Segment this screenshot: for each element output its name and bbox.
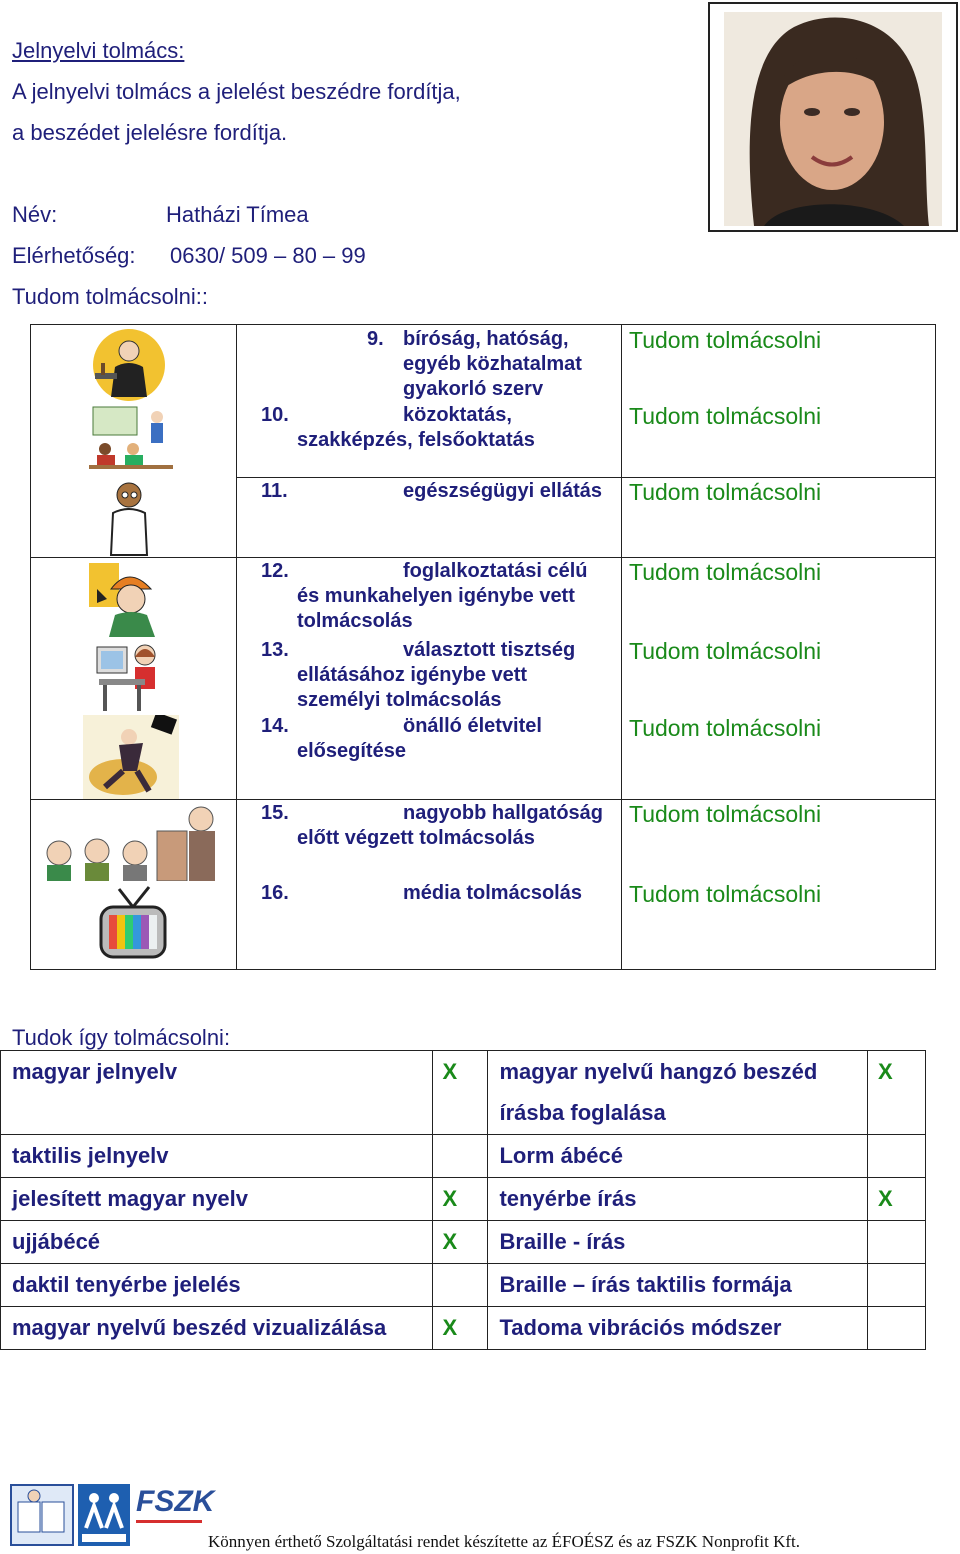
service-status-12: Tudom tolmácsolni — [629, 559, 822, 585]
method-name: taktilis jelnyelv — [1, 1135, 433, 1178]
audience-icon — [41, 801, 217, 881]
method-name: Braille - írás — [488, 1221, 868, 1264]
service-row-13: 13. választott tisztség ellátásához igénybe vett személyi tolmácsolás — [261, 639, 576, 711]
computer-user-icon — [95, 637, 167, 713]
method-mark — [868, 1264, 926, 1307]
method-mark — [432, 1264, 488, 1307]
can-interpret-label: Tudom tolmácsolni:: — [12, 284, 209, 309]
service-row-15: 15. nagyobb hallgatóság előtt végzett tolmácsolás — [261, 802, 604, 849]
method-name: Braille – írás taktilis formája — [488, 1264, 868, 1307]
method-mark: X — [868, 1178, 926, 1221]
methods-row — [1, 1264, 926, 1307]
name-value: Hatházi Tímea — [166, 202, 309, 227]
service-status-10: Tudom tolmácsolni — [629, 403, 822, 429]
contact-label: Elérhetőség: — [12, 243, 136, 268]
method-mark: X — [432, 1051, 488, 1135]
method-name: Tadoma vibrációs módszer — [488, 1307, 868, 1350]
classroom-icon — [83, 403, 179, 477]
easy-read-logo-icon — [10, 1484, 74, 1546]
method-name: magyar nyelvű beszéd vizualizálása — [1, 1307, 433, 1350]
methods-table — [0, 1050, 926, 1350]
methods-row — [1, 1135, 926, 1178]
fszk-logo-text: FSZK — [136, 1485, 215, 1518]
name-label: Név: — [12, 202, 58, 227]
method-name: Lorm ábécé — [488, 1135, 868, 1178]
footer-credit: Könnyen érthető Szolgáltatási rendet készítette az ÉFOÉSZ és az FSZK Nonprofit Kft. — [208, 1532, 801, 1551]
service-status-9: Tudom tolmácsolni — [629, 327, 822, 353]
intro-line-2: a beszédet jelelésre fordítja. — [12, 120, 288, 145]
methods-row — [1, 1307, 926, 1350]
service-status-11: Tudom tolmácsolni — [629, 479, 822, 505]
fszk-logo — [136, 1485, 215, 1546]
contact-value: 0630/ 509 – 80 – 99 — [170, 243, 366, 268]
tv-icon — [97, 885, 169, 963]
efoesz-logo-icon — [78, 1484, 130, 1546]
service-row-9: 9. bíróság, hatóság, egyéb közhatalmat gyakorló szerv — [367, 328, 582, 400]
method-mark: X — [432, 1221, 488, 1264]
portrait-photo — [708, 2, 958, 232]
method-mark — [868, 1221, 926, 1264]
doctor-icon — [101, 479, 157, 557]
methods-row — [1, 1221, 926, 1264]
worker-icon — [89, 559, 171, 637]
service-status-13: Tudom tolmácsolni — [629, 638, 822, 664]
method-name: tenyérbe írás — [488, 1178, 868, 1221]
method-mark — [868, 1307, 926, 1350]
service-status-15: Tudom tolmácsolni — [629, 801, 822, 827]
method-name: ujjábécé — [1, 1221, 433, 1264]
method-mark: X — [432, 1178, 488, 1221]
method-name: magyar jelnyelv — [1, 1051, 433, 1135]
method-mark: X — [868, 1051, 926, 1135]
jumping-person-icon — [83, 715, 179, 799]
method-name: jelesített magyar nyelv — [1, 1178, 433, 1221]
methods-row — [1, 1051, 926, 1135]
page-title: Jelnyelvi tolmács: — [12, 38, 185, 63]
method-mark — [432, 1135, 488, 1178]
methods-title: Tudok így tolmácsolni: — [12, 1025, 231, 1050]
fszk-logo-bar — [136, 1520, 202, 1523]
method-name: magyar nyelvű hangzó beszéd írásba foglalása — [488, 1051, 868, 1135]
intro-line-1: A jelnyelvi tolmács a jelelést beszédre fordítja, — [12, 79, 461, 104]
service-row-14: 14. önálló életvitel elősegítése — [261, 715, 542, 762]
service-row-12: 12. foglalkoztatási célú és munkahelyen igénybe vett tolmácsolás — [261, 560, 588, 632]
services-table — [30, 324, 936, 970]
methods-row — [1, 1178, 926, 1221]
service-status-16: Tudom tolmácsolni — [629, 881, 822, 907]
method-name: daktil tenyérbe jelelés — [1, 1264, 433, 1307]
service-row-10: 10. közoktatás, szakképzés, felsőoktatás — [261, 404, 535, 451]
service-row-16: 16. média tolmácsolás — [261, 882, 582, 904]
service-status-14: Tudom tolmácsolni — [629, 715, 822, 741]
judge-icon — [87, 327, 171, 403]
method-mark: X — [432, 1307, 488, 1350]
service-row-11: 11. egészségügyi ellátás — [261, 480, 602, 502]
method-mark — [868, 1135, 926, 1178]
